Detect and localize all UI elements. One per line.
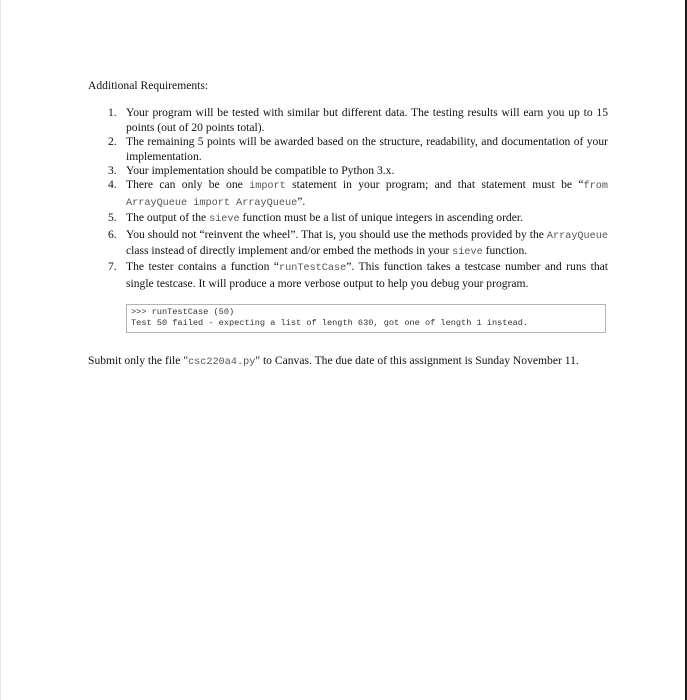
code-line: Test 50 failed - expecting a list of length 630, got one of length 1 instead. — [131, 318, 529, 329]
item-number: 4. — [108, 178, 117, 192]
item-number: 5. — [108, 211, 117, 225]
item-text: ”. This function takes a testcase number and runs that single testcase. It will produce a more verbose output to help you debug your program. — [126, 260, 608, 290]
code-output-box — [126, 304, 606, 333]
list-item — [108, 106, 608, 135]
item-number: 6. — [108, 227, 117, 241]
inline-code: sieve — [452, 247, 483, 259]
submit-instructions — [88, 354, 602, 370]
item-number: 2. — [108, 135, 117, 149]
item-text: The remaining 5 points will be awarded based on the structure, readability, and documentation of your implementation. — [126, 135, 608, 163]
list-item — [108, 135, 608, 164]
inline-code: ArrayQueue — [546, 230, 608, 242]
item-text: function. — [482, 244, 528, 258]
list-item — [108, 228, 608, 261]
submit-text: Submit only the file " — [88, 354, 189, 368]
item-text: Your implementation should be compatible to Python 3.x. — [126, 164, 395, 178]
inline-code: from ArrayQueue import ArrayQueue — [126, 181, 608, 209]
item-text: function must be a list of unique integers in ascending order. — [239, 211, 523, 225]
submit-text: " to Canvas. The due date of this assignment is Sunday November 11. — [255, 354, 579, 368]
item-text: class instead of directly implement and/or embed the methods in your — [126, 244, 453, 258]
item-text: ”. — [297, 194, 306, 208]
requirements-list — [88, 106, 608, 291]
item-number: 7. — [108, 260, 117, 274]
inline-code: runTestCase — [279, 263, 347, 275]
item-text: The tester contains a function “ — [126, 260, 279, 274]
list-item — [108, 178, 608, 211]
inline-code: sieve — [209, 214, 240, 226]
item-text: There can only be one — [126, 178, 250, 192]
item-number: 3. — [108, 164, 117, 178]
item-text: Your program will be tested with similar but different data. The testing results will earn you up to 15 points (out of 20 points total). — [126, 106, 608, 134]
item-text: statement in your program; and that statement must be “ — [285, 178, 584, 192]
item-text: The output of the — [126, 211, 210, 225]
section-heading: Additional Requirements: — [88, 79, 209, 92]
list-item — [108, 211, 608, 227]
list-item — [108, 260, 608, 291]
document-body — [88, 79, 608, 371]
item-number: 1. — [108, 106, 117, 120]
list-item — [108, 164, 608, 178]
inline-code: import — [249, 181, 286, 193]
page-left-edge — [0, 0, 1, 700]
code-line: >>> runTestCase (50) — [131, 307, 235, 318]
inline-code: csc220a4.py — [188, 357, 256, 369]
item-text: You should not “reinvent the wheel”. That is, you should use the methods provided by the — [126, 227, 547, 241]
